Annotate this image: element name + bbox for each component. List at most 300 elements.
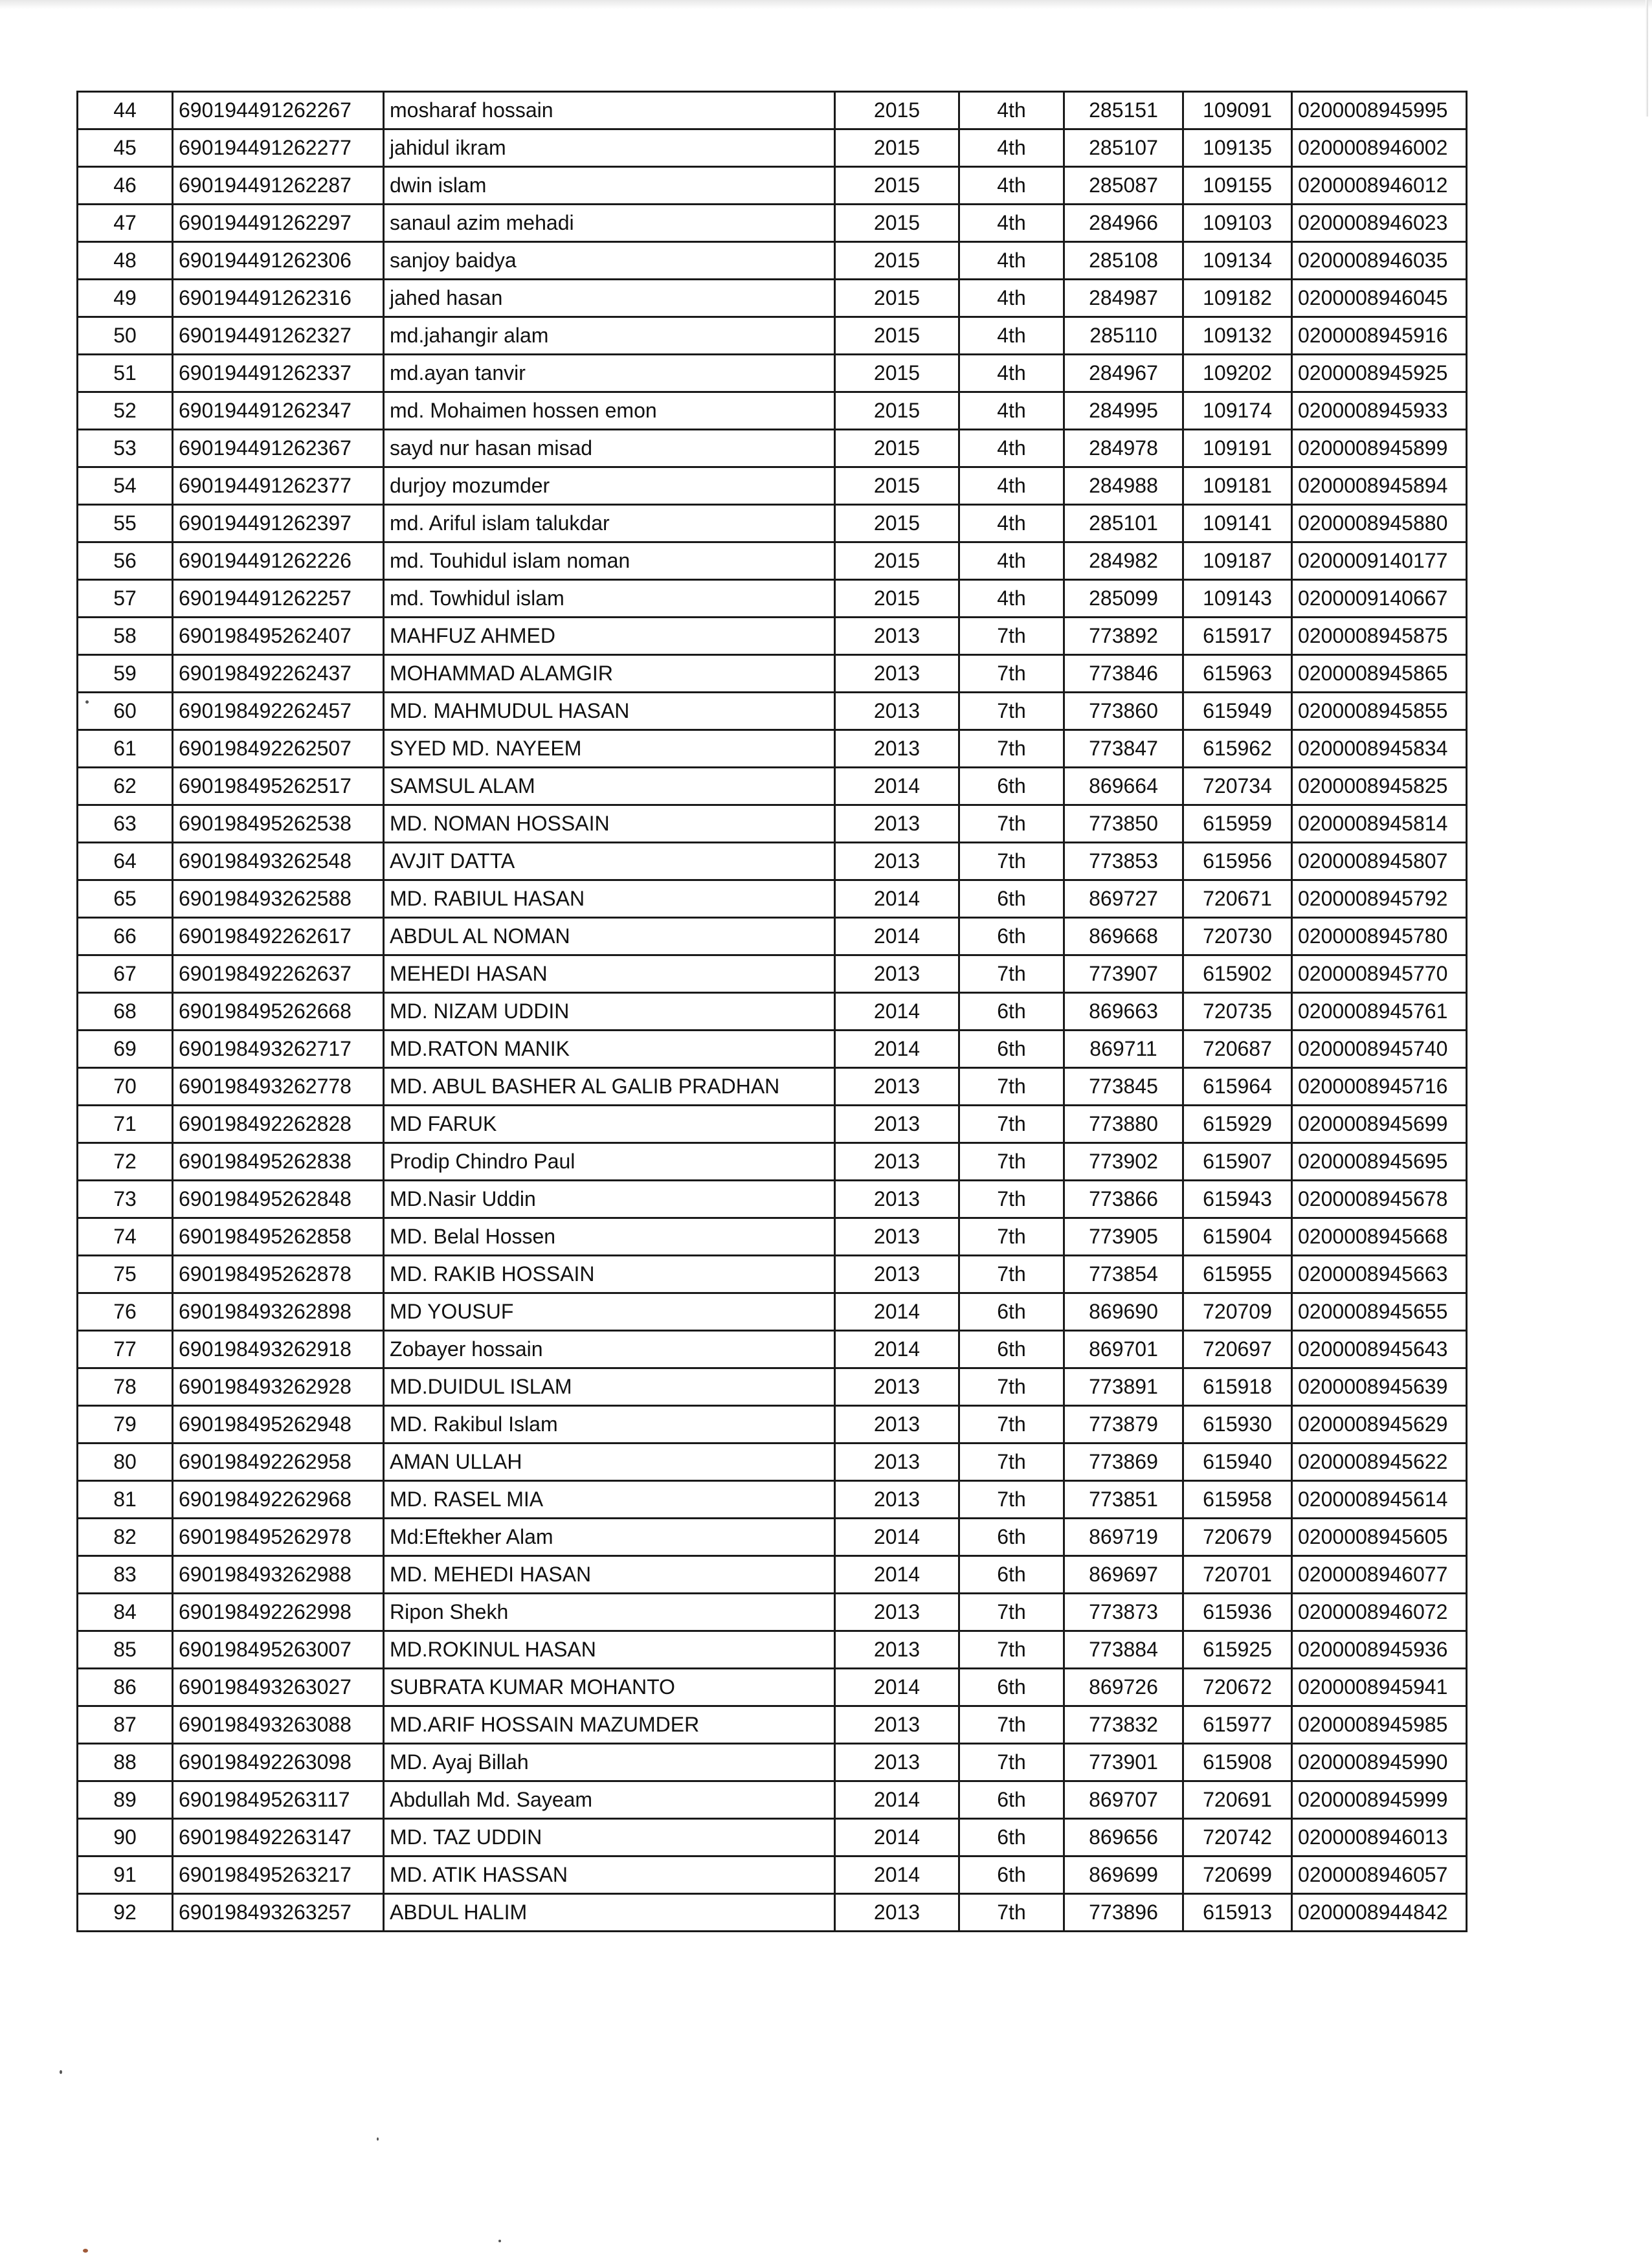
year-cell: 2014 [835,768,959,805]
name-cell: jahidul ikram [384,129,835,167]
semester-cell: 7th [959,1181,1064,1218]
year-cell: 2015 [835,242,959,280]
name-cell: MD. Belal Hossen [384,1218,835,1256]
registration-cell: 720701 [1183,1556,1292,1594]
year-cell: 2015 [835,129,959,167]
account-cell: 0200008945807 [1292,843,1467,880]
year-cell: 2013 [835,1481,959,1519]
serial-cell: 79 [78,1406,173,1444]
table-row [78,1481,1467,1519]
registration-cell: 109187 [1183,542,1292,580]
account-cell: 0200008945933 [1292,392,1467,430]
roll-cell: 773846 [1064,655,1183,693]
serial-cell: 63 [78,805,173,843]
year-cell: 2013 [835,843,959,880]
serial-cell: 44 [78,92,173,129]
account-cell: 0200008945780 [1292,918,1467,955]
account-cell: 0200008946077 [1292,1556,1467,1594]
serial-cell: 91 [78,1856,173,1894]
account-cell: 0200008946023 [1292,205,1467,242]
account-cell: 0200008945880 [1292,505,1467,542]
semester-cell: 6th [959,1781,1064,1819]
name-cell: MD.Nasir Uddin [384,1181,835,1218]
semester-cell: 4th [959,392,1064,430]
id-cell: 690198495262538 [173,805,384,843]
registration-cell: 109155 [1183,167,1292,205]
serial-cell: 74 [78,1218,173,1256]
semester-cell: 6th [959,880,1064,918]
id-cell: 690194491262226 [173,542,384,580]
serial-cell: 55 [78,505,173,542]
name-cell: MD. MEHEDI HASAN [384,1556,835,1594]
account-cell: 0200008945936 [1292,1631,1467,1669]
table-row [78,467,1467,505]
semester-cell: 7th [959,1594,1064,1631]
account-cell: 0200008945925 [1292,355,1467,392]
records-body [78,92,1467,1932]
account-cell: 0200008945875 [1292,618,1467,655]
name-cell: md.ayan tanvir [384,355,835,392]
semester-cell: 6th [959,1293,1064,1331]
year-cell: 2013 [835,1256,959,1293]
roll-cell: 285110 [1064,317,1183,355]
scan-speck [85,700,89,704]
year-cell: 2013 [835,655,959,693]
year-cell: 2014 [835,1781,959,1819]
year-cell: 2014 [835,1293,959,1331]
account-cell: 0200008945999 [1292,1781,1467,1819]
id-cell: 690198493263088 [173,1706,384,1744]
registration-cell: 615955 [1183,1256,1292,1293]
id-cell: 690194491262347 [173,392,384,430]
year-cell: 2013 [835,1068,959,1106]
year-cell: 2015 [835,542,959,580]
serial-cell: 76 [78,1293,173,1331]
roll-cell: 773866 [1064,1181,1183,1218]
semester-cell: 7th [959,655,1064,693]
id-cell: 690198492262457 [173,693,384,730]
roll-cell: 285151 [1064,92,1183,129]
table-row [78,430,1467,467]
registration-cell: 615904 [1183,1218,1292,1256]
account-cell: 0200008945622 [1292,1444,1467,1481]
year-cell: 2013 [835,805,959,843]
name-cell: Abdullah Md. Sayeam [384,1781,835,1819]
semester-cell: 7th [959,1444,1064,1481]
semester-cell: 4th [959,580,1064,618]
year-cell: 2014 [835,880,959,918]
name-cell: MD. Ayaj Billah [384,1744,835,1781]
serial-cell: 73 [78,1181,173,1218]
serial-cell: 65 [78,880,173,918]
id-cell: 690198493262548 [173,843,384,880]
semester-cell: 6th [959,1669,1064,1706]
serial-cell: 68 [78,993,173,1031]
table-row [78,693,1467,730]
roll-cell: 869690 [1064,1293,1183,1331]
name-cell: MD.ARIF HOSSAIN MAZUMDER [384,1706,835,1744]
semester-cell: 6th [959,1519,1064,1556]
account-cell: 0200008946012 [1292,167,1467,205]
table-row [78,1368,1467,1406]
name-cell: MD. RAKIB HOSSAIN [384,1256,835,1293]
roll-cell: 773907 [1064,955,1183,993]
year-cell: 2014 [835,993,959,1031]
table-row [78,655,1467,693]
account-cell: 0200008945985 [1292,1706,1467,1744]
serial-cell: 51 [78,355,173,392]
semester-cell: 7th [959,1143,1064,1181]
table-row [78,1256,1467,1293]
account-cell: 0200008945770 [1292,955,1467,993]
roll-cell: 773901 [1064,1744,1183,1781]
serial-cell: 83 [78,1556,173,1594]
table-row [78,955,1467,993]
name-cell: durjoy mozumder [384,467,835,505]
name-cell: Prodip Chindro Paul [384,1143,835,1181]
year-cell: 2015 [835,205,959,242]
table-row [78,580,1467,618]
year-cell: 2013 [835,693,959,730]
serial-cell: 47 [78,205,173,242]
roll-cell: 869711 [1064,1031,1183,1068]
table-row [78,1556,1467,1594]
semester-cell: 7th [959,1068,1064,1106]
roll-cell: 773879 [1064,1406,1183,1444]
name-cell: MD.RATON MANIK [384,1031,835,1068]
registration-cell: 615913 [1183,1894,1292,1932]
id-cell: 690198493263027 [173,1669,384,1706]
semester-cell: 6th [959,1031,1064,1068]
table-row [78,317,1467,355]
year-cell: 2013 [835,730,959,768]
account-cell: 0200008945990 [1292,1744,1467,1781]
year-cell: 2014 [835,918,959,955]
table-row [78,205,1467,242]
name-cell: MAHFUZ AHMED [384,618,835,655]
scan-speck [60,2070,62,2074]
registration-cell: 109143 [1183,580,1292,618]
year-cell: 2013 [835,955,959,993]
account-cell: 0200008945792 [1292,880,1467,918]
account-cell: 0200008945740 [1292,1031,1467,1068]
semester-cell: 7th [959,1894,1064,1932]
table-row [78,1894,1467,1932]
id-cell: 690198493262988 [173,1556,384,1594]
table-row [78,1444,1467,1481]
roll-cell: 773854 [1064,1256,1183,1293]
roll-cell: 773869 [1064,1444,1183,1481]
registration-cell: 109091 [1183,92,1292,129]
registration-cell: 615963 [1183,655,1292,693]
id-cell: 690198493262778 [173,1068,384,1106]
serial-cell: 72 [78,1143,173,1181]
roll-cell: 285108 [1064,242,1183,280]
year-cell: 2015 [835,280,959,317]
roll-cell: 284988 [1064,467,1183,505]
table-row [78,1406,1467,1444]
table-row [78,1218,1467,1256]
registration-cell: 720735 [1183,993,1292,1031]
registration-cell: 720734 [1183,768,1292,805]
id-cell: 690198495262858 [173,1218,384,1256]
account-cell: 0200008945916 [1292,317,1467,355]
year-cell: 2013 [835,1631,959,1669]
semester-cell: 7th [959,618,1064,655]
roll-cell: 773892 [1064,618,1183,655]
account-cell: 0200008945761 [1292,993,1467,1031]
year-cell: 2014 [835,1819,959,1856]
table-row [78,1669,1467,1706]
table-row [78,618,1467,655]
id-cell: 690198495262517 [173,768,384,805]
scan-shadow-right [1646,0,1648,117]
serial-cell: 90 [78,1819,173,1856]
semester-cell: 4th [959,467,1064,505]
table-row [78,280,1467,317]
serial-cell: 66 [78,918,173,955]
serial-cell: 57 [78,580,173,618]
name-cell: MEHEDI HASAN [384,955,835,993]
table-row [78,1819,1467,1856]
serial-cell: 62 [78,768,173,805]
semester-cell: 7th [959,1481,1064,1519]
id-cell: 690198492262637 [173,955,384,993]
roll-cell: 869656 [1064,1819,1183,1856]
account-cell: 0200008945695 [1292,1143,1467,1181]
table-row [78,392,1467,430]
account-cell: 0200009140177 [1292,542,1467,580]
roll-cell: 773847 [1064,730,1183,768]
semester-cell: 4th [959,280,1064,317]
semester-cell: 4th [959,430,1064,467]
serial-cell: 50 [78,317,173,355]
table-row [78,1068,1467,1106]
name-cell: MD. NOMAN HOSSAIN [384,805,835,843]
name-cell: jahed hasan [384,280,835,317]
name-cell: Zobayer hossain [384,1331,835,1368]
account-cell: 0200008945629 [1292,1406,1467,1444]
semester-cell: 7th [959,1631,1064,1669]
id-cell: 690194491262377 [173,467,384,505]
year-cell: 2015 [835,467,959,505]
account-cell: 0200008945834 [1292,730,1467,768]
serial-cell: 80 [78,1444,173,1481]
year-cell: 2015 [835,580,959,618]
table-row [78,1631,1467,1669]
id-cell: 690194491262337 [173,355,384,392]
account-cell: 0200008945699 [1292,1106,1467,1143]
id-cell: 690194491262316 [173,280,384,317]
semester-cell: 6th [959,1856,1064,1894]
roll-cell: 284966 [1064,205,1183,242]
table-row [78,1594,1467,1631]
registration-cell: 109132 [1183,317,1292,355]
roll-cell: 773851 [1064,1481,1183,1519]
year-cell: 2013 [835,618,959,655]
id-cell: 690198493262928 [173,1368,384,1406]
roll-cell: 869719 [1064,1519,1183,1556]
registration-cell: 720709 [1183,1293,1292,1331]
account-cell: 0200008946002 [1292,129,1467,167]
id-cell: 690194491262367 [173,430,384,467]
year-cell: 2015 [835,392,959,430]
account-cell: 0200008945716 [1292,1068,1467,1106]
roll-cell: 773860 [1064,693,1183,730]
semester-cell: 7th [959,693,1064,730]
roll-cell: 869701 [1064,1331,1183,1368]
registration-cell: 720730 [1183,918,1292,955]
semester-cell: 7th [959,1706,1064,1744]
account-cell: 0200008945894 [1292,467,1467,505]
table-row [78,805,1467,843]
roll-cell: 284987 [1064,280,1183,317]
id-cell: 690198495262668 [173,993,384,1031]
registration-cell: 615940 [1183,1444,1292,1481]
account-cell: 0200008945639 [1292,1368,1467,1406]
roll-cell: 284978 [1064,430,1183,467]
serial-cell: 48 [78,242,173,280]
year-cell: 2013 [835,1181,959,1218]
id-cell: 690198492262617 [173,918,384,955]
year-cell: 2014 [835,1669,959,1706]
registration-cell: 615949 [1183,693,1292,730]
roll-cell: 284967 [1064,355,1183,392]
table-row [78,843,1467,880]
semester-cell: 4th [959,205,1064,242]
serial-cell: 88 [78,1744,173,1781]
registration-cell: 109141 [1183,505,1292,542]
account-cell: 0200009140667 [1292,580,1467,618]
registration-cell: 615918 [1183,1368,1292,1406]
semester-cell: 6th [959,993,1064,1031]
serial-cell: 84 [78,1594,173,1631]
account-cell: 0200008945605 [1292,1519,1467,1556]
semester-cell: 7th [959,1406,1064,1444]
id-cell: 690198493262918 [173,1331,384,1368]
registration-cell: 615929 [1183,1106,1292,1143]
registration-cell: 615925 [1183,1631,1292,1669]
serial-cell: 86 [78,1669,173,1706]
name-cell: sayd nur hasan misad [384,430,835,467]
serial-cell: 89 [78,1781,173,1819]
year-cell: 2014 [835,1856,959,1894]
roll-cell: 773850 [1064,805,1183,843]
year-cell: 2013 [835,1106,959,1143]
serial-cell: 49 [78,280,173,317]
serial-cell: 45 [78,129,173,167]
name-cell: SUBRATA KUMAR MOHANTO [384,1669,835,1706]
name-cell: AMAN ULLAH [384,1444,835,1481]
registration-cell: 720672 [1183,1669,1292,1706]
registration-cell: 615907 [1183,1143,1292,1181]
semester-cell: 6th [959,918,1064,955]
name-cell: MD. RABIUL HASAN [384,880,835,918]
name-cell: MD FARUK [384,1106,835,1143]
registration-cell: 615908 [1183,1744,1292,1781]
year-cell: 2013 [835,1143,959,1181]
serial-cell: 85 [78,1631,173,1669]
name-cell: md. Towhidul islam [384,580,835,618]
semester-cell: 7th [959,1256,1064,1293]
roll-cell: 869726 [1064,1669,1183,1706]
roll-cell: 285107 [1064,129,1183,167]
semester-cell: 7th [959,730,1064,768]
table-row [78,1744,1467,1781]
registration-cell: 615902 [1183,955,1292,993]
registration-cell: 615977 [1183,1706,1292,1744]
year-cell: 2013 [835,1444,959,1481]
table-row [78,167,1467,205]
name-cell: MD. TAZ UDDIN [384,1819,835,1856]
serial-cell: 69 [78,1031,173,1068]
semester-cell: 4th [959,129,1064,167]
scan-speck [498,2240,501,2242]
account-cell: 0200008945865 [1292,655,1467,693]
registration-cell: 109103 [1183,205,1292,242]
semester-cell: 4th [959,92,1064,129]
registration-cell: 615930 [1183,1406,1292,1444]
roll-cell: 773905 [1064,1218,1183,1256]
student-records-table [76,91,1468,1932]
name-cell: MD. ATIK HASSAN [384,1856,835,1894]
id-cell: 690194491262277 [173,129,384,167]
roll-cell: 869699 [1064,1856,1183,1894]
account-cell: 0200008945678 [1292,1181,1467,1218]
scan-speck [377,2137,379,2141]
account-cell: 0200008945825 [1292,768,1467,805]
name-cell: MD.DUIDUL ISLAM [384,1368,835,1406]
registration-cell: 720697 [1183,1331,1292,1368]
registration-cell: 109191 [1183,430,1292,467]
account-cell: 0200008945995 [1292,92,1467,129]
name-cell: mosharaf hossain [384,92,835,129]
name-cell: MD. Rakibul Islam [384,1406,835,1444]
roll-cell: 869727 [1064,880,1183,918]
id-cell: 690198495263217 [173,1856,384,1894]
table-row [78,1293,1467,1331]
serial-cell: 58 [78,618,173,655]
name-cell: md. Touhidul islam noman [384,542,835,580]
registration-cell: 720742 [1183,1819,1292,1856]
roll-cell: 773902 [1064,1143,1183,1181]
account-cell: 0200008946045 [1292,280,1467,317]
semester-cell: 6th [959,1556,1064,1594]
id-cell: 690198492262507 [173,730,384,768]
registration-cell: 109134 [1183,242,1292,280]
account-cell: 0200008946013 [1292,1819,1467,1856]
registration-cell: 109202 [1183,355,1292,392]
table-row [78,880,1467,918]
serial-cell: 71 [78,1106,173,1143]
year-cell: 2013 [835,1744,959,1781]
semester-cell: 7th [959,1106,1064,1143]
account-cell: 0200008945855 [1292,693,1467,730]
year-cell: 2014 [835,1031,959,1068]
registration-cell: 615964 [1183,1068,1292,1106]
name-cell: MD. ABUL BASHER AL GALIB PRADHAN [384,1068,835,1106]
account-cell: 0200008945663 [1292,1256,1467,1293]
id-cell: 690198493262898 [173,1293,384,1331]
name-cell: SYED MD. NAYEEM [384,730,835,768]
year-cell: 2015 [835,430,959,467]
semester-cell: 4th [959,242,1064,280]
registration-cell: 615943 [1183,1181,1292,1218]
registration-cell: 615958 [1183,1481,1292,1519]
table-row [78,1143,1467,1181]
roll-cell: 773832 [1064,1706,1183,1744]
year-cell: 2014 [835,1556,959,1594]
